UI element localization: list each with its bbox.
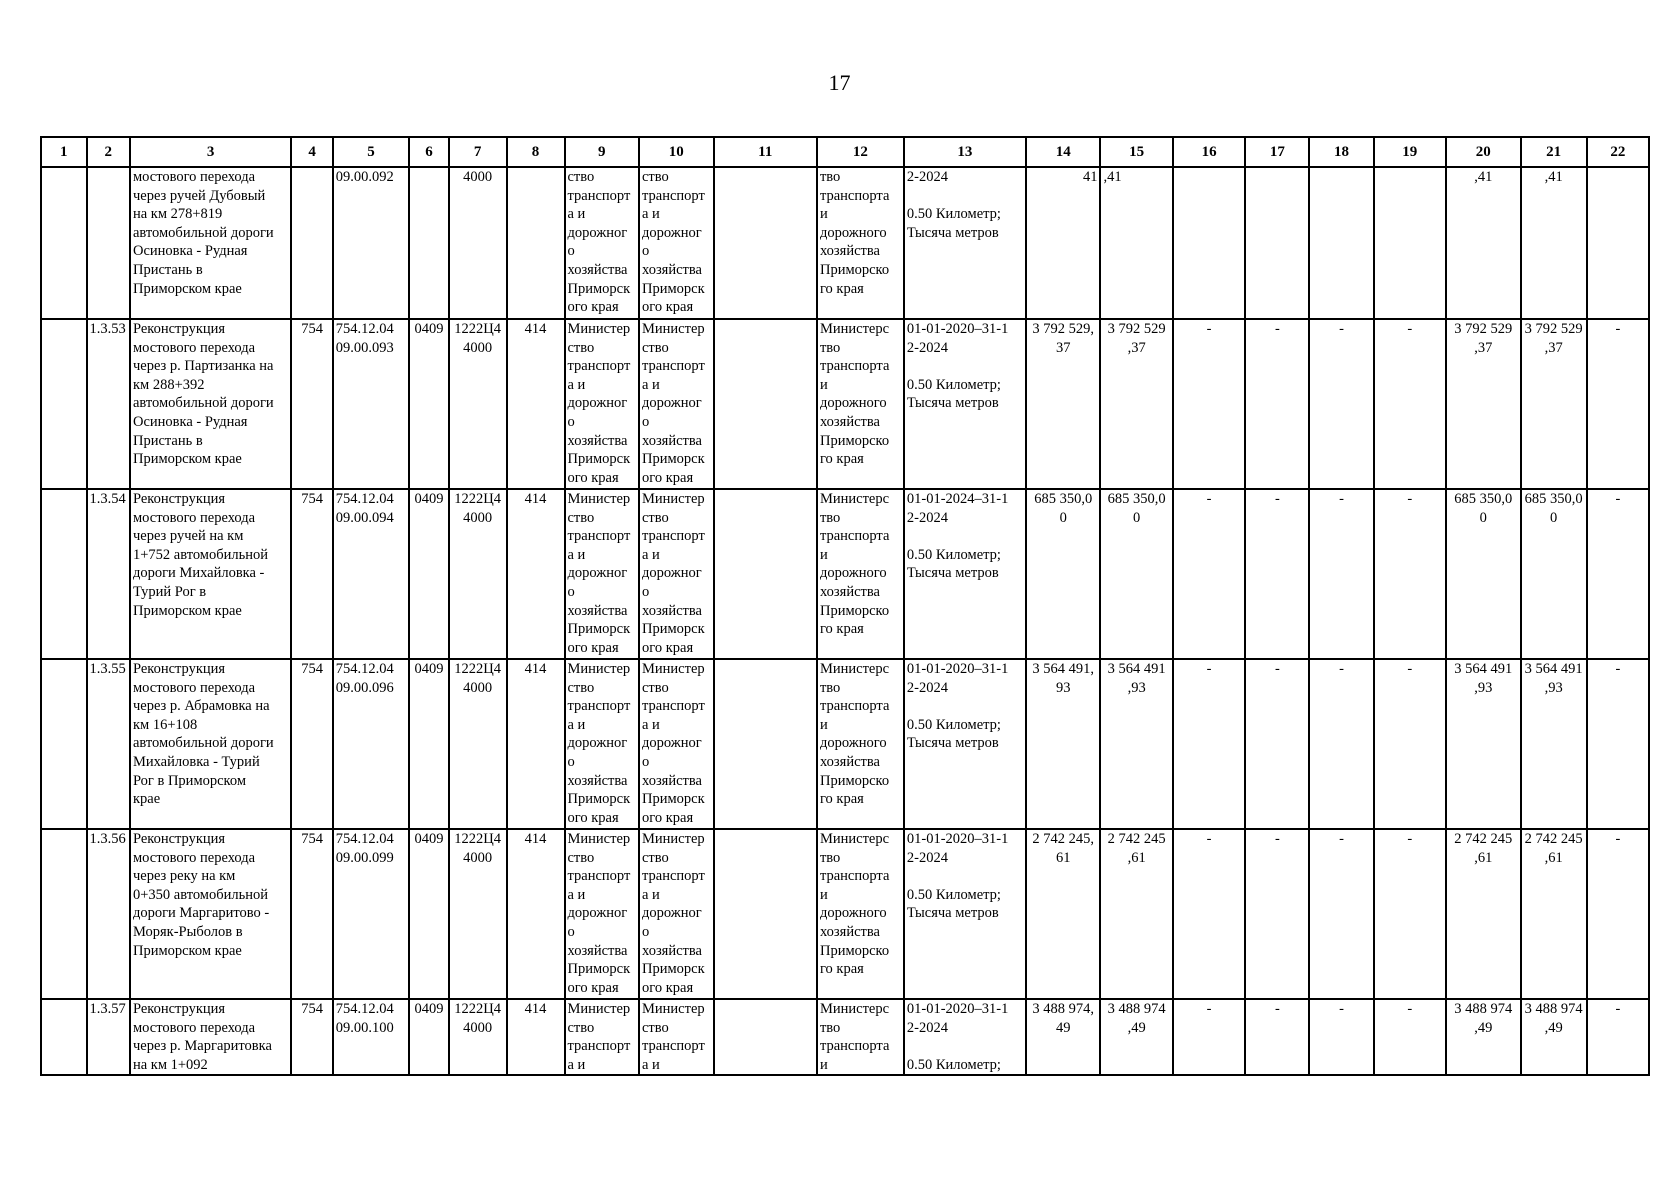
column-header: 22 — [1587, 137, 1649, 167]
cell-col6 — [409, 167, 448, 319]
cell-col22: - — [1587, 829, 1649, 999]
cell-index — [41, 489, 87, 659]
cell-number — [87, 167, 130, 319]
budget-table — [40, 136, 1650, 1076]
cell-col4: 754 — [291, 999, 332, 1075]
cell-col16: - — [1173, 489, 1245, 659]
cell-col17 — [1245, 167, 1309, 319]
cell-col20: 2 742 245 ,61 — [1446, 829, 1521, 999]
cell-col17: - — [1245, 659, 1309, 829]
column-header: 6 — [409, 137, 448, 167]
cell-index — [41, 167, 87, 319]
cell-col20: 3 564 491 ,93 — [1446, 659, 1521, 829]
cell-col18: - — [1309, 659, 1373, 829]
page-number: 17 — [828, 70, 851, 95]
cell-col4 — [291, 167, 332, 319]
cell-col20: 3 488 974 ,49 — [1446, 999, 1521, 1075]
cell-target: 1222Ц4 4000 — [449, 999, 507, 1075]
cell-col18: - — [1309, 319, 1373, 489]
cell-org12: Министерс тво транспорта и — [817, 999, 904, 1075]
cell-period: 2-2024 — [906, 169, 948, 185]
cell-col11 — [714, 829, 817, 999]
cell-org12: Министерс тво транспорта и дорожного хозяйства Приморско го края — [817, 659, 904, 829]
table-row — [41, 829, 1649, 999]
cell-col8: 414 — [507, 829, 565, 999]
cell-code: 754.12.04 09.00.096 — [333, 659, 410, 829]
cell-org12: Министерс тво транспорта и дорожного хозяйства Приморско го края — [817, 319, 904, 489]
cell-col21: 2 742 245 ,61 — [1521, 829, 1587, 999]
cell-org9: Министер ство транспорт а и дорожног о хозяйства Приморск ого края — [565, 829, 640, 999]
cell-col11 — [714, 999, 817, 1075]
cell-col8: 414 — [507, 999, 565, 1075]
cell-org12: тво транспорта и дорожного хозяйства Приморско го края — [817, 167, 904, 319]
cell-name: Реконструкция мостового перехода через ручей на км 1+752 автомобильной дороги Михайловка - Турий Рог в Приморском крае — [130, 489, 291, 659]
cell-col14: 3 564 491, 93 — [1026, 659, 1101, 829]
cell-col17: - — [1245, 319, 1309, 489]
cell-org9: Министер ство транспорт а и дорожног о хозяйства Приморск ого края — [565, 489, 640, 659]
cell-col15: 3 564 491 ,93 — [1100, 659, 1172, 829]
cell-index — [41, 999, 87, 1075]
column-header: 13 — [904, 137, 1026, 167]
cell-target: 1222Ц4 4000 — [449, 319, 507, 489]
column-header: 4 — [291, 137, 332, 167]
cell-name: Реконструкция мостового перехода через р. Партизанка на км 288+392 автомобильной дороги Осиновка - Рудная Пристань в Приморском крае — [130, 319, 291, 489]
cell-col4: 754 — [291, 829, 332, 999]
cell-target: 4000 — [449, 167, 507, 319]
cell-period-unit — [904, 489, 1026, 659]
cell-org9: Министер ство транспорт а и дорожног о хозяйства Приморск ого края — [565, 659, 640, 829]
cell-col17: - — [1245, 489, 1309, 659]
cell-org10: Министер ство транспорт а и дорожног о хозяйства Приморск ого края — [639, 829, 714, 999]
column-header: 20 — [1446, 137, 1521, 167]
header-row — [41, 137, 1649, 167]
column-header: 5 — [333, 137, 410, 167]
cell-col11 — [714, 489, 817, 659]
cell-col17: - — [1245, 829, 1309, 999]
cell-period: 01-01-2020–31-1 2-2024 — [906, 831, 1009, 866]
cell-target: 1222Ц4 4000 — [449, 489, 507, 659]
cell-col18: - — [1309, 999, 1373, 1075]
cell-code: 754.12.04 09.00.093 — [333, 319, 410, 489]
cell-index — [41, 829, 87, 999]
column-header: 8 — [507, 137, 565, 167]
column-header: 7 — [449, 137, 507, 167]
cell-col15: 685 350,0 0 — [1100, 489, 1172, 659]
cell-col21: ,41 — [1521, 167, 1587, 319]
cell-col20: 3 792 529 ,37 — [1446, 319, 1521, 489]
cell-unit: 0.50 Километр; Тысяча метров — [906, 376, 1001, 412]
cell-period: 01-01-2020–31-1 2-2024 — [906, 321, 1009, 356]
cell-org12: Министерс тво транспорта и дорожного хозяйства Приморско го края — [817, 829, 904, 999]
cell-col15: 3 792 529 ,37 — [1100, 319, 1172, 489]
cell-col14: 685 350,0 0 — [1026, 489, 1101, 659]
cell-col14: 41 — [1026, 167, 1101, 319]
column-header: 21 — [1521, 137, 1587, 167]
cell-period: 01-01-2024–31-1 2-2024 — [906, 491, 1009, 526]
cell-col16: - — [1173, 659, 1245, 829]
table-row — [41, 319, 1649, 489]
cell-col22: - — [1587, 319, 1649, 489]
column-header: 12 — [817, 137, 904, 167]
cell-code: 754.12.04 09.00.094 — [333, 489, 410, 659]
cell-col22 — [1587, 167, 1649, 319]
cell-col8 — [507, 167, 565, 319]
cell-unit: 0.50 Километр; Тысяча метров — [906, 546, 1001, 582]
cell-col14: 3 792 529, 37 — [1026, 319, 1101, 489]
column-header: 2 — [87, 137, 130, 167]
cell-col6: 0409 — [409, 659, 448, 829]
cell-code: 754.12.04 09.00.100 — [333, 999, 410, 1075]
cell-index — [41, 659, 87, 829]
column-header: 1 — [41, 137, 87, 167]
cell-org9: ство транспорт а и дорожног о хозяйства Приморск ого края — [565, 167, 640, 319]
cell-col22: - — [1587, 489, 1649, 659]
cell-col4: 754 — [291, 319, 332, 489]
cell-target: 1222Ц4 4000 — [449, 659, 507, 829]
column-header: 17 — [1245, 137, 1309, 167]
cell-col18: - — [1309, 489, 1373, 659]
cell-number: 1.3.56 — [87, 829, 130, 999]
cell-number: 1.3.54 — [87, 489, 130, 659]
column-header: 14 — [1026, 137, 1101, 167]
cell-col6: 0409 — [409, 489, 448, 659]
cell-org10: Министер ство транспорт а и дорожног о хозяйства Приморск ого края — [639, 659, 714, 829]
cell-unit: 0.50 Километр; Тысяча метров — [906, 206, 1001, 241]
cell-col22: - — [1587, 999, 1649, 1075]
cell-org10: Министер ство транспорт а и дорожног о хозяйства Приморск ого края — [639, 319, 714, 489]
cell-org10: ство транспорт а и дорожног о хозяйства Приморск ого края — [639, 167, 714, 319]
cell-col19: - — [1374, 489, 1446, 659]
cell-period-unit — [904, 829, 1026, 999]
cell-col22: - — [1587, 659, 1649, 829]
cell-col21: 3 564 491 ,93 — [1521, 659, 1587, 829]
cell-col16: - — [1173, 319, 1245, 489]
cell-col18: - — [1309, 829, 1373, 999]
cell-code: 754.12.04 09.00.099 — [333, 829, 410, 999]
table-row — [41, 659, 1649, 829]
cell-col8: 414 — [507, 319, 565, 489]
cell-col14: 3 488 974, 49 — [1026, 999, 1101, 1075]
cell-col20: 685 350,0 0 — [1446, 489, 1521, 659]
cell-col4: 754 — [291, 489, 332, 659]
cell-col11 — [714, 319, 817, 489]
cell-period: 01-01-2020–31-1 2-2024 — [906, 661, 1009, 696]
cell-col16: - — [1173, 999, 1245, 1075]
cell-period-unit — [904, 167, 1026, 319]
cell-number: 1.3.55 — [87, 659, 130, 829]
cell-col14: 2 742 245, 61 — [1026, 829, 1101, 999]
cell-col11 — [714, 167, 817, 319]
cell-org9: Министер ство транспорт а и дорожног о хозяйства Приморск ого края — [565, 319, 640, 489]
column-header: 11 — [714, 137, 817, 167]
cell-col4: 754 — [291, 659, 332, 829]
cell-col19: - — [1374, 999, 1446, 1075]
cell-index — [41, 319, 87, 489]
cell-col15: ,41 — [1100, 167, 1172, 319]
column-header: 19 — [1374, 137, 1446, 167]
cell-name: мостового перехода через ручей Дубовый на км 278+819 автомобильной дороги Осиновка - Рудная Пристань в Приморском крае — [130, 167, 291, 319]
cell-col19 — [1374, 167, 1446, 319]
column-header: 16 — [1173, 137, 1245, 167]
cell-col19: - — [1374, 319, 1446, 489]
table-row — [41, 999, 1649, 1075]
cell-target: 1222Ц4 4000 — [449, 829, 507, 999]
cell-name: Реконструкция мостового перехода через р. Маргаритовка на км 1+092 — [130, 999, 291, 1075]
cell-org10: Министер ство транспорт а и дорожног о хозяйства Приморск ого края — [639, 489, 714, 659]
cell-col16: - — [1173, 829, 1245, 999]
cell-col19: - — [1374, 659, 1446, 829]
cell-unit: 0.50 Километр; — [906, 1056, 1001, 1073]
cell-col8: 414 — [507, 489, 565, 659]
cell-col21: 3 792 529 ,37 — [1521, 319, 1587, 489]
cell-org12: Министерс тво транспорта и дорожного хозяйства Приморско го края — [817, 489, 904, 659]
cell-name: Реконструкция мостового перехода через реку на км 0+350 автомобильной дороги Маргаритово - Моряк-Рыболов в Приморском крае — [130, 829, 291, 999]
cell-col6: 0409 — [409, 829, 448, 999]
cell-period-unit — [904, 999, 1026, 1075]
column-header: 10 — [639, 137, 714, 167]
cell-col11 — [714, 659, 817, 829]
cell-col8: 414 — [507, 659, 565, 829]
table-row-continuation — [41, 167, 1649, 319]
cell-col6: 0409 — [409, 319, 448, 489]
cell-col19: - — [1374, 829, 1446, 999]
cell-org9: Министер ство транспорт а и — [565, 999, 640, 1075]
cell-col20: ,41 — [1446, 167, 1521, 319]
cell-col15: 2 742 245 ,61 — [1100, 829, 1172, 999]
column-header: 9 — [565, 137, 640, 167]
cell-col21: 685 350,0 0 — [1521, 489, 1587, 659]
cell-col16 — [1173, 167, 1245, 319]
cell-col6: 0409 — [409, 999, 448, 1075]
cell-col21: 3 488 974 ,49 — [1521, 999, 1587, 1075]
cell-name: Реконструкция мостового перехода через р. Абрамовка на км 16+108 автомобильной дороги Михайловка - Турий Рог в Приморском крае — [130, 659, 291, 829]
cell-unit: 0.50 Километр; Тысяча метров — [906, 716, 1001, 752]
cell-unit: 0.50 Километр; Тысяча метров — [906, 886, 1001, 922]
cell-period: 01-01-2020–31-1 2-2024 — [906, 1001, 1009, 1036]
table-row — [41, 489, 1649, 659]
column-header: 3 — [130, 137, 291, 167]
column-header: 18 — [1309, 137, 1373, 167]
cell-col15: 3 488 974 ,49 — [1100, 999, 1172, 1075]
cell-col18 — [1309, 167, 1373, 319]
cell-period-unit — [904, 319, 1026, 489]
cell-number: 1.3.53 — [87, 319, 130, 489]
cell-col17: - — [1245, 999, 1309, 1075]
cell-code: 09.00.092 — [333, 167, 410, 319]
cell-org10: Министер ство транспорт а и — [639, 999, 714, 1075]
cell-number: 1.3.57 — [87, 999, 130, 1075]
column-header: 15 — [1100, 137, 1172, 167]
cell-period-unit — [904, 659, 1026, 829]
